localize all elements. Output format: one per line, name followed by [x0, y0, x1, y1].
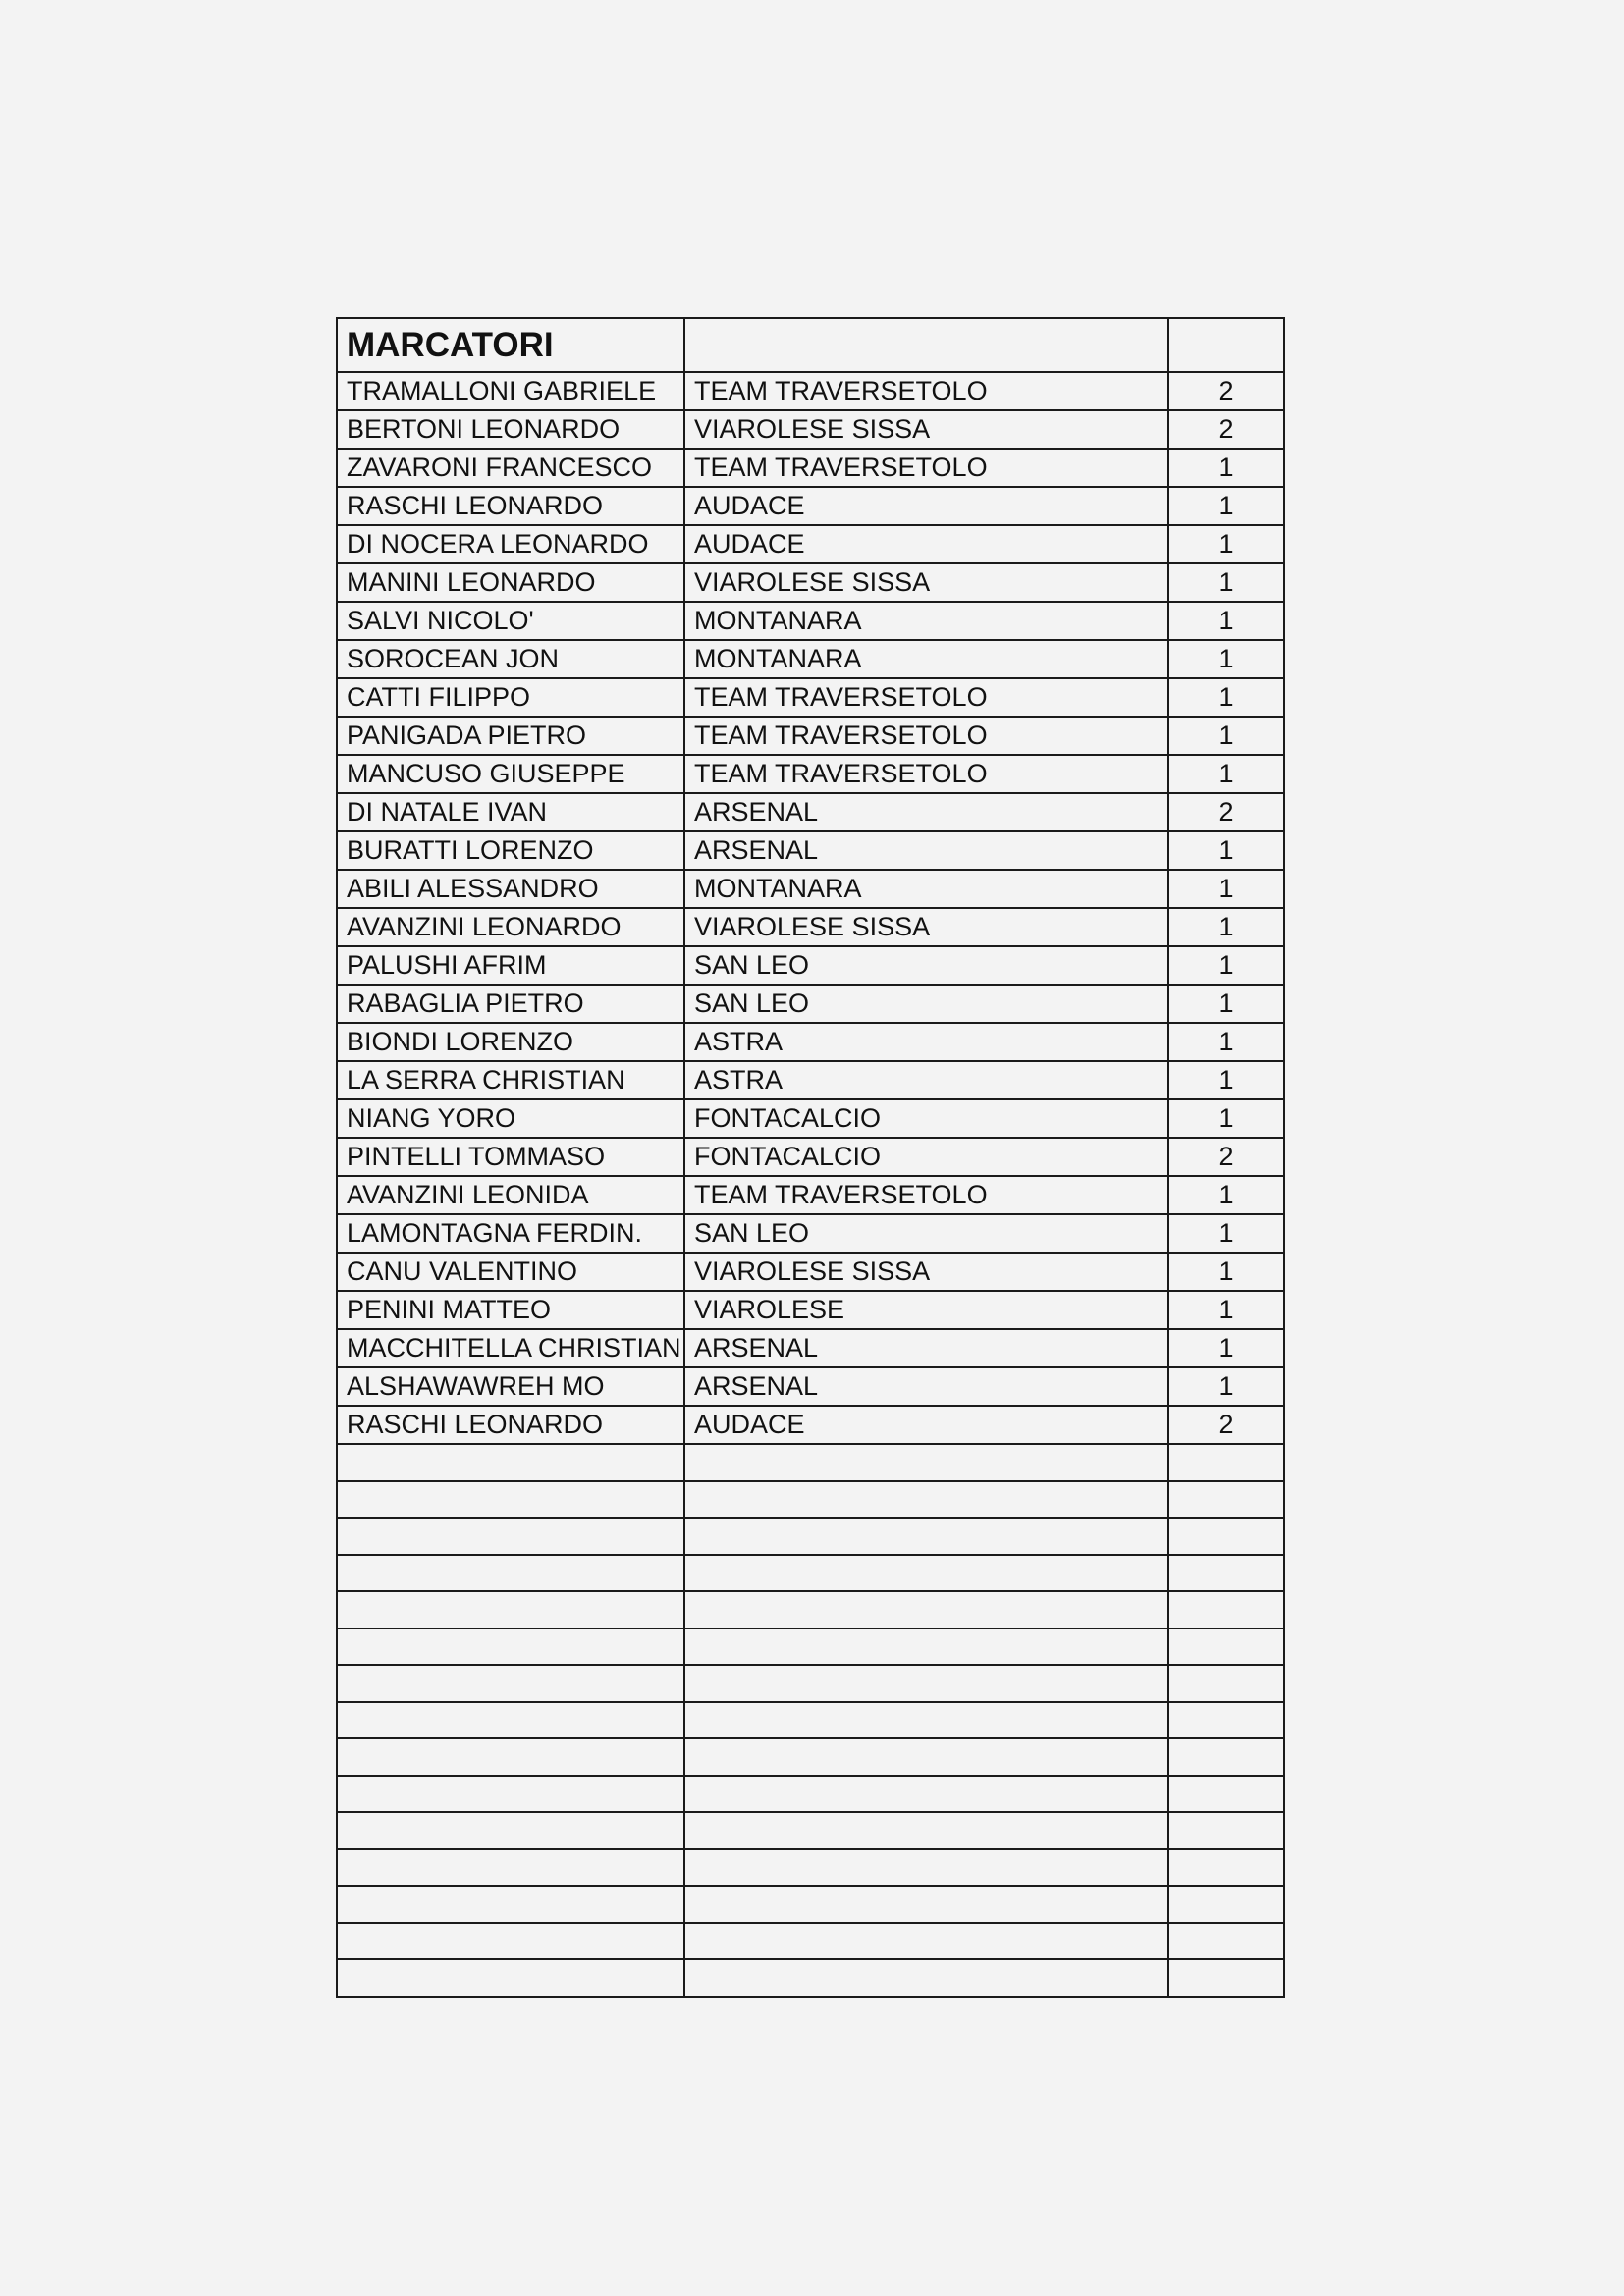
team-name-cell [684, 1518, 1168, 1555]
goals-cell: 1 [1168, 640, 1284, 678]
player-name-cell: ALSHAWAWREH MO [337, 1367, 684, 1406]
goals-cell: 1 [1168, 487, 1284, 525]
player-name-cell: RASCHI LEONARDO [337, 487, 684, 525]
player-name-cell: PALUSHI AFRIM [337, 946, 684, 985]
player-name-cell: MANINI LEONARDO [337, 563, 684, 602]
team-name-cell: AUDACE [684, 487, 1168, 525]
table-row [337, 1291, 1284, 1329]
team-name-cell [684, 1702, 1168, 1739]
team-name-cell: FONTACALCIO [684, 1138, 1168, 1176]
player-name-cell [337, 1518, 684, 1555]
player-name-cell: AVANZINI LEONIDA [337, 1176, 684, 1214]
team-name-cell: TEAM TRAVERSETOLO [684, 372, 1168, 410]
goals-cell: 1 [1168, 870, 1284, 908]
player-name-cell [337, 1555, 684, 1592]
player-name-cell [337, 1591, 684, 1629]
team-name-cell: MONTANARA [684, 640, 1168, 678]
table-row [337, 870, 1284, 908]
player-name-cell [337, 1959, 684, 1997]
table-row [337, 793, 1284, 831]
team-name-cell [684, 1629, 1168, 1666]
team-name-cell: MONTANARA [684, 870, 1168, 908]
table-row [337, 1665, 1284, 1702]
team-name-cell [684, 1776, 1168, 1813]
team-name-cell: TEAM TRAVERSETOLO [684, 678, 1168, 717]
team-name-cell: TEAM TRAVERSETOLO [684, 1176, 1168, 1214]
table-row [337, 1023, 1284, 1061]
goals-cell: 1 [1168, 985, 1284, 1023]
table-row [337, 908, 1284, 946]
team-name-cell: ASTRA [684, 1023, 1168, 1061]
team-name-cell: VIAROLESE SISSA [684, 908, 1168, 946]
player-name-cell: DI NOCERA LEONARDO [337, 525, 684, 563]
goals-cell: 2 [1168, 372, 1284, 410]
player-name-cell [337, 1444, 684, 1481]
goals-cell: 1 [1168, 678, 1284, 717]
goals-cell [1168, 1702, 1284, 1739]
goals-cell: 1 [1168, 908, 1284, 946]
goals-cell [1168, 1665, 1284, 1702]
table-row [337, 1738, 1284, 1776]
goals-cell [1168, 1481, 1284, 1519]
team-name-cell: AUDACE [684, 1406, 1168, 1444]
table-row [337, 449, 1284, 487]
goals-cell: 2 [1168, 410, 1284, 449]
team-name-cell [684, 1849, 1168, 1887]
goals-cell [1168, 1518, 1284, 1555]
goals-cell [1168, 1555, 1284, 1592]
player-name-cell: CANU VALENTINO [337, 1253, 684, 1291]
table-row [337, 487, 1284, 525]
team-name-cell [684, 1959, 1168, 1997]
table-row [337, 1481, 1284, 1519]
player-name-cell: DI NATALE IVAN [337, 793, 684, 831]
goals-cell: 2 [1168, 1406, 1284, 1444]
table-row [337, 1099, 1284, 1138]
player-name-cell: AVANZINI LEONARDO [337, 908, 684, 946]
table-row [337, 1176, 1284, 1214]
scorers-sheet [336, 317, 1283, 1998]
team-name-cell: ASTRA [684, 1061, 1168, 1099]
team-name-cell [684, 1555, 1168, 1592]
table-row [337, 1329, 1284, 1367]
table-row [337, 1591, 1284, 1629]
goals-cell: 1 [1168, 717, 1284, 755]
player-name-cell: BIONDI LORENZO [337, 1023, 684, 1061]
table-row [337, 946, 1284, 985]
player-name-cell: CATTI FILIPPO [337, 678, 684, 717]
goals-cell: 1 [1168, 1367, 1284, 1406]
team-name-cell: ARSENAL [684, 1367, 1168, 1406]
team-name-cell: TEAM TRAVERSETOLO [684, 449, 1168, 487]
goals-cell: 1 [1168, 602, 1284, 640]
table-row [337, 1367, 1284, 1406]
player-name-cell: NIANG YORO [337, 1099, 684, 1138]
table-row [337, 1886, 1284, 1923]
team-name-cell [684, 1591, 1168, 1629]
table-row [337, 602, 1284, 640]
player-name-cell: LA SERRA CHRISTIAN [337, 1061, 684, 1099]
goals-cell: 1 [1168, 831, 1284, 870]
team-name-cell: VIAROLESE SISSA [684, 410, 1168, 449]
team-name-cell: SAN LEO [684, 946, 1168, 985]
team-name-cell [684, 1444, 1168, 1481]
table-row [337, 678, 1284, 717]
team-name-cell: SAN LEO [684, 1214, 1168, 1253]
goals-cell [1168, 1444, 1284, 1481]
player-name-cell: MACCHITELLA CHRISTIAN [337, 1329, 684, 1367]
player-name-cell: BERTONI LEONARDO [337, 410, 684, 449]
player-name-cell: PINTELLI TOMMASO [337, 1138, 684, 1176]
player-name-cell [337, 1629, 684, 1666]
table-header-row [337, 318, 1284, 372]
table-row [337, 1812, 1284, 1849]
table-row [337, 1253, 1284, 1291]
team-name-cell: ARSENAL [684, 793, 1168, 831]
table-row [337, 1406, 1284, 1444]
table-row [337, 1959, 1284, 1997]
table-row [337, 1444, 1284, 1481]
header-team-cell [684, 318, 1168, 372]
table-row [337, 1702, 1284, 1739]
goals-cell: 1 [1168, 1329, 1284, 1367]
table-row [337, 640, 1284, 678]
goals-cell: 1 [1168, 1061, 1284, 1099]
team-name-cell: TEAM TRAVERSETOLO [684, 755, 1168, 793]
player-name-cell: ZAVARONI FRANCESCO [337, 449, 684, 487]
table-row [337, 717, 1284, 755]
player-name-cell [337, 1702, 684, 1739]
goals-cell [1168, 1591, 1284, 1629]
player-name-cell: RABAGLIA PIETRO [337, 985, 684, 1023]
table-row [337, 985, 1284, 1023]
team-name-cell: VIAROLESE SISSA [684, 1253, 1168, 1291]
table-row [337, 525, 1284, 563]
table-row [337, 1214, 1284, 1253]
player-name-cell [337, 1812, 684, 1849]
team-name-cell: TEAM TRAVERSETOLO [684, 717, 1168, 755]
team-name-cell: AUDACE [684, 525, 1168, 563]
player-name-cell [337, 1665, 684, 1702]
table-row [337, 1555, 1284, 1592]
goals-cell: 1 [1168, 1023, 1284, 1061]
goals-cell: 1 [1168, 1214, 1284, 1253]
goals-cell: 1 [1168, 1176, 1284, 1214]
team-name-cell [684, 1886, 1168, 1923]
goals-cell [1168, 1886, 1284, 1923]
table-row [337, 1776, 1284, 1813]
table-row [337, 1629, 1284, 1666]
goals-cell [1168, 1812, 1284, 1849]
table-row [337, 1923, 1284, 1960]
table-row [337, 831, 1284, 870]
player-name-cell [337, 1481, 684, 1519]
team-name-cell [684, 1812, 1168, 1849]
team-name-cell [684, 1738, 1168, 1776]
goals-cell [1168, 1849, 1284, 1887]
team-name-cell: VIAROLESE [684, 1291, 1168, 1329]
goals-cell: 2 [1168, 793, 1284, 831]
team-name-cell: SAN LEO [684, 985, 1168, 1023]
player-name-cell [337, 1849, 684, 1887]
goals-cell: 1 [1168, 1291, 1284, 1329]
goals-cell: 2 [1168, 1138, 1284, 1176]
goals-cell [1168, 1776, 1284, 1813]
goals-cell: 1 [1168, 525, 1284, 563]
player-name-cell: BURATTI LORENZO [337, 831, 684, 870]
goals-cell: 1 [1168, 449, 1284, 487]
player-name-cell [337, 1886, 684, 1923]
player-name-cell [337, 1738, 684, 1776]
team-name-cell: VIAROLESE SISSA [684, 563, 1168, 602]
table-row [337, 410, 1284, 449]
team-name-cell [684, 1481, 1168, 1519]
table-row [337, 755, 1284, 793]
table-row [337, 1518, 1284, 1555]
goals-cell [1168, 1629, 1284, 1666]
table-row [337, 563, 1284, 602]
goals-cell: 1 [1168, 563, 1284, 602]
goals-cell: 1 [1168, 1253, 1284, 1291]
table-title: MARCATORI [337, 318, 684, 372]
player-name-cell: SOROCEAN JON [337, 640, 684, 678]
team-name-cell: FONTACALCIO [684, 1099, 1168, 1138]
player-name-cell: LAMONTAGNA FERDIN. [337, 1214, 684, 1253]
player-name-cell: SALVI NICOLO' [337, 602, 684, 640]
player-name-cell: PANIGADA PIETRO [337, 717, 684, 755]
goals-cell: 1 [1168, 755, 1284, 793]
player-name-cell: RASCHI LEONARDO [337, 1406, 684, 1444]
header-goals-cell [1168, 318, 1284, 372]
goals-cell: 1 [1168, 1099, 1284, 1138]
goals-cell [1168, 1738, 1284, 1776]
table-row [337, 1061, 1284, 1099]
goals-cell [1168, 1923, 1284, 1960]
scorers-table-body [337, 318, 1284, 1997]
goals-cell: 1 [1168, 946, 1284, 985]
player-name-cell: ABILI ALESSANDRO [337, 870, 684, 908]
player-name-cell [337, 1923, 684, 1960]
team-name-cell: ARSENAL [684, 831, 1168, 870]
team-name-cell: MONTANARA [684, 602, 1168, 640]
team-name-cell [684, 1665, 1168, 1702]
goals-cell [1168, 1959, 1284, 1997]
table-row [337, 1138, 1284, 1176]
player-name-cell: MANCUSO GIUSEPPE [337, 755, 684, 793]
scorers-table [336, 317, 1285, 1998]
table-row [337, 372, 1284, 410]
player-name-cell: PENINI MATTEO [337, 1291, 684, 1329]
team-name-cell: ARSENAL [684, 1329, 1168, 1367]
team-name-cell [684, 1923, 1168, 1960]
player-name-cell: TRAMALLONI GABRIELE [337, 372, 684, 410]
player-name-cell [337, 1776, 684, 1813]
table-row [337, 1849, 1284, 1887]
